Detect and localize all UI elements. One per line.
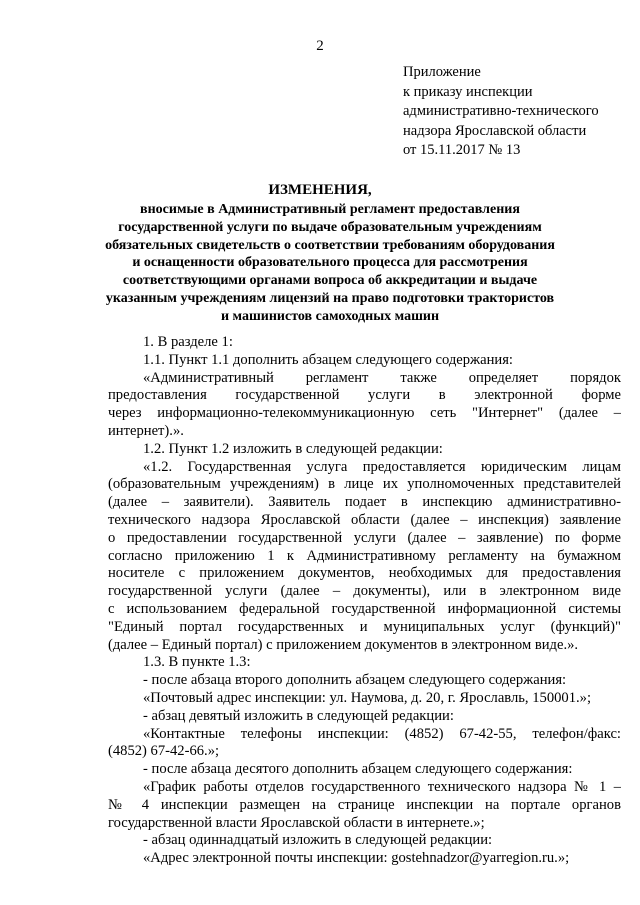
body-line: «Адрес электронной почты инспекции: gostehnadzor@yarregion.ru.»;	[143, 850, 570, 867]
appendix-line: от 15.11.2017 № 13	[403, 142, 521, 159]
body-line: 1.2. Пункт 1.2 изложить в следующей редакции:	[143, 440, 443, 457]
body-line: «Контактные телефоны инспекции: (4852) 67-42-55, телефон/факс:	[143, 725, 621, 742]
body-line: (образовательным учреждениям) в лице их уполномоченных представителей	[108, 476, 621, 493]
body-line: - после абзаца второго дополнить абзацем следующего содержания:	[143, 672, 567, 689]
subtitle-line: государственной услуги по выдаче образовательным учреждениям	[118, 219, 542, 235]
body-line: 1.3. В пункте 1.3:	[143, 654, 251, 671]
body-line: (далее – Единый портал) с приложением документов в электронном виде.».	[108, 636, 579, 653]
appendix-block	[403, 63, 623, 161]
subtitle-line: и оснащенности образовательного процесса для рассмотрения	[132, 255, 528, 271]
body-line: о предоставлении государственной услуги (далее – заявление) по форме	[108, 529, 621, 546]
body-line: - абзац девятый изложить в следующей редакции:	[143, 707, 454, 724]
body-line: государственной услуги (далее – документы), или в электронном виде	[108, 583, 621, 600]
body-line: технического надзора Ярославской области (далее – инспекция) заявление	[108, 511, 621, 528]
body-line: носителе с приложением документов, необходимых для предоставления	[108, 565, 621, 582]
body-line: интернет).».	[108, 422, 184, 439]
subtitle-line: и машинистов самоходных машин	[220, 308, 440, 324]
body-line: "Единый портал государственных и муниципальных услуг (функций)"	[108, 618, 621, 635]
body-line: согласно приложению 1 к Административному регламенту на бумажном	[108, 547, 621, 564]
body-line: 1. В разделе 1:	[143, 334, 233, 350]
body-line: - абзац одиннадцатый изложить в следующей редакции:	[143, 832, 493, 849]
appendix-line: административно-технического	[403, 103, 599, 120]
body-line: «График работы отделов государственного технического надзора № 1 –	[143, 778, 621, 795]
body-line: № 4 инспекции размещен на странице инспекции на портале органов	[108, 796, 621, 813]
body-line: «1.2. Государственная услуга предоставляется юридическим лицам	[143, 458, 621, 475]
document-body	[108, 334, 621, 868]
appendix-line: к приказу инспекции	[403, 83, 533, 100]
page-number: 2	[316, 38, 324, 54]
appendix-line: Приложение	[403, 64, 481, 80]
document-title: ИЗМЕНЕНИЯ,	[268, 182, 372, 198]
appendix-line: надзора Ярославской области	[403, 122, 587, 139]
subtitle-line: соответствующими органами вопроса об аккредитации и выдаче	[122, 273, 538, 289]
body-line: государственной власти Ярославской области в интернете.»;	[108, 814, 485, 831]
body-line: - после абзаца десятого дополнить абзацем следующего содержания:	[143, 761, 573, 778]
body-line: через информационно-телекоммуникационную сеть "Интернет" (далее –	[108, 405, 621, 422]
subtitle-line: вносимые в Административный регламент предоставления	[140, 202, 520, 217]
body-line: (4852) 67-42-66.»;	[108, 743, 220, 760]
body-line: «Почтовый адрес инспекции: ул. Наумова, д. 20, г. Ярославль, 150001.»;	[143, 689, 592, 706]
document-subtitle	[80, 201, 580, 326]
subtitle-line: обязательных свидетельств о соответствии требованиям оборудования	[105, 237, 555, 253]
body-line: 1.1. Пункт 1.1 дополнить абзацем следующего содержания:	[143, 351, 513, 368]
subtitle-line: указанным учреждениям лицензий на право подготовки трактористов	[105, 290, 555, 306]
body-line: с использованием федеральной государственной информационной системы	[108, 600, 621, 617]
body-line: предоставления государственной услуги в электронной форме	[108, 387, 621, 404]
body-line: (далее – заявители). Заявитель подает в инспекцию административно-	[108, 494, 621, 511]
body-line: «Административный регламент также определяет порядок	[143, 369, 621, 386]
